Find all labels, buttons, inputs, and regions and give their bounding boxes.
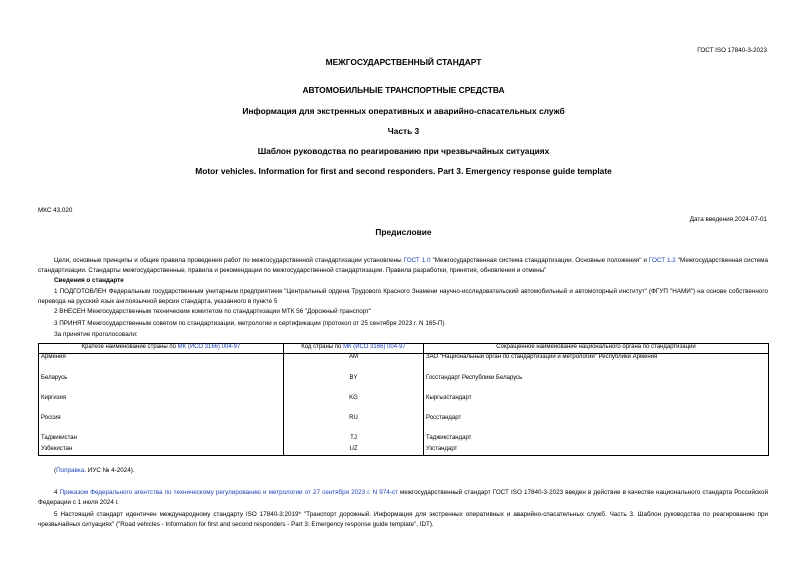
- table-row: [39, 354, 769, 375]
- country-cell: Беларусь: [39, 375, 284, 395]
- voting-table: [38, 343, 769, 456]
- country-cell: Киргизия: [39, 395, 284, 415]
- amendment-open: (: [54, 467, 57, 474]
- order-link[interactable]: Приказом Федерального агентства по техническому регулированию и метрологии от 27 сентября 2023 г. N 974-ст: [59, 489, 398, 496]
- table-row: [39, 415, 769, 435]
- code-cell: BY: [284, 375, 424, 395]
- body-cell: Росстандарт: [424, 415, 769, 435]
- date-intro: Дата введения 2024-07-01: [689, 216, 767, 223]
- country-cell: Таджикистан: [39, 435, 284, 446]
- code-cell: KG: [284, 395, 424, 415]
- amendment-link[interactable]: Поправка: [56, 467, 85, 474]
- mks-code: МКС 43.020: [38, 207, 73, 214]
- col-code-header: [284, 344, 424, 354]
- col-body-header: Сокращенное наименование национального органа по стандартизации: [424, 344, 769, 354]
- mk-iso-link[interactable]: МК (ИСО 3166) 004-97: [343, 344, 406, 350]
- table-row: [39, 446, 769, 456]
- preface-text-b: "Межгосударственная система стандартизации. Основные положения" и: [430, 257, 649, 264]
- gost-1-0-link[interactable]: ГОСТ 1.0: [403, 257, 431, 264]
- preface-text-a: Цели, основные принципы и общие правила проведения работ по межгосударственной стандартизации установлены: [54, 257, 404, 264]
- table-row: [39, 435, 769, 446]
- code-cell: TJ: [284, 435, 424, 446]
- preface-heading: Предисловие: [375, 227, 432, 237]
- col-country-header: [39, 344, 284, 354]
- col-country-header-text: Краткое наименование страны по: [81, 344, 178, 350]
- title-sub: Информация для экстренных оперативных и аварийно-спасательных служб: [242, 106, 565, 116]
- body-cell: Кыргызстандарт: [424, 395, 769, 415]
- item-4-number: 4: [54, 489, 60, 496]
- part-title: Шаблон руководства по реагированию при чрезвычайных ситуациях: [257, 146, 550, 156]
- mk-iso-link[interactable]: МК (ИСО 3166) 004-97: [177, 344, 241, 350]
- body-cell: Госстандарт Республики Беларусь: [424, 375, 769, 395]
- body-cell: Таджикстандарт: [424, 435, 769, 446]
- document-code: ГОСТ ISO 17840-3-2023: [697, 47, 767, 54]
- body-cell: Узстандарт: [424, 446, 769, 456]
- country-cell: Россия: [39, 415, 284, 435]
- item-4-text: межгосударственный стандарт ГОСТ ISO 17840-3-2023 введен в действие в качестве национального стандарта Российской Федерации с 1 июля 2024 г.: [38, 489, 768, 506]
- country-cell: Армения: [39, 354, 284, 375]
- item-3: 3 ПРИНЯТ Межгосударственным советом по стандартизации, метрологии и сертификации (протокол от 25 сентября 2023 г. N 165-П): [54, 320, 445, 327]
- item-5: 5 Настоящий стандарт идентичен международному стандарту ISO 17840-3:2019* "Транспорт дорожный. Информация для экстренных оперативных и аварийно-спасательных служб. Часть 3. Шаблон руководства по реагированию при чрезвычайных ситуациях" ("Road vehicles - Information for first and second responders - Part 3: Emergency response guide template", IDT).: [38, 511, 768, 528]
- country-cell: Узбекистан: [39, 446, 284, 456]
- info-heading: Сведения о стандарте: [54, 277, 124, 284]
- voted-label: За принятие проголосовали:: [54, 331, 138, 338]
- item-4: [38, 488, 768, 507]
- table-row: [39, 375, 769, 395]
- col-code-header-text: Код страны по: [301, 344, 344, 350]
- preface-paragraph-1: [38, 256, 768, 275]
- amendment-text: . ИУС № 4-2024).: [84, 467, 135, 474]
- table-header-row: [39, 344, 769, 354]
- preface-text-c: "Межгосударственная система стандартизации. Стандарты межгосударственные, правила и рекомендации по межгосударственной стандартизации. Правила разработки, принятия, обновления и отмены": [38, 257, 768, 274]
- body-cell: ЗАО "Национальный орган по стандартизации и метрологии" Республики Армения: [424, 354, 769, 375]
- standard-type: МЕЖГОСУДАРСТВЕННЫЙ СТАНДАРТ: [325, 57, 482, 67]
- title-main: АВТОМОБИЛЬНЫЕ ТРАНСПОРТНЫЕ СРЕДСТВА: [302, 85, 505, 95]
- table-row: [39, 395, 769, 415]
- code-cell: RU: [284, 415, 424, 435]
- code-cell: UZ: [284, 446, 424, 456]
- part-number: Часть 3: [387, 126, 420, 136]
- english-title: Motor vehicles. Information for first and second responders. Part 3. Emergency response guide template: [195, 166, 612, 176]
- item-2: 2 ВНЕСЕН Межгосударственным техническим комитетом по стандартизации МТК 56 "Дорожный транспорт": [54, 308, 372, 315]
- gost-1-2-link[interactable]: ГОСТ 1.2: [648, 257, 676, 264]
- amendment-note: [54, 467, 135, 475]
- code-cell: AM: [284, 354, 424, 375]
- item-1: 1 ПОДГОТОВЛЕН Федеральным государственным унитарным предприятием "Центральный ордена Трудового Красного Знамени научно-исследовательский автомобильный и автомоторный институт" (ФГУП "НАМИ") на основе собственного перевода на русский язык англоязычной версии стандарта, указанного в пункте 5: [38, 288, 768, 305]
